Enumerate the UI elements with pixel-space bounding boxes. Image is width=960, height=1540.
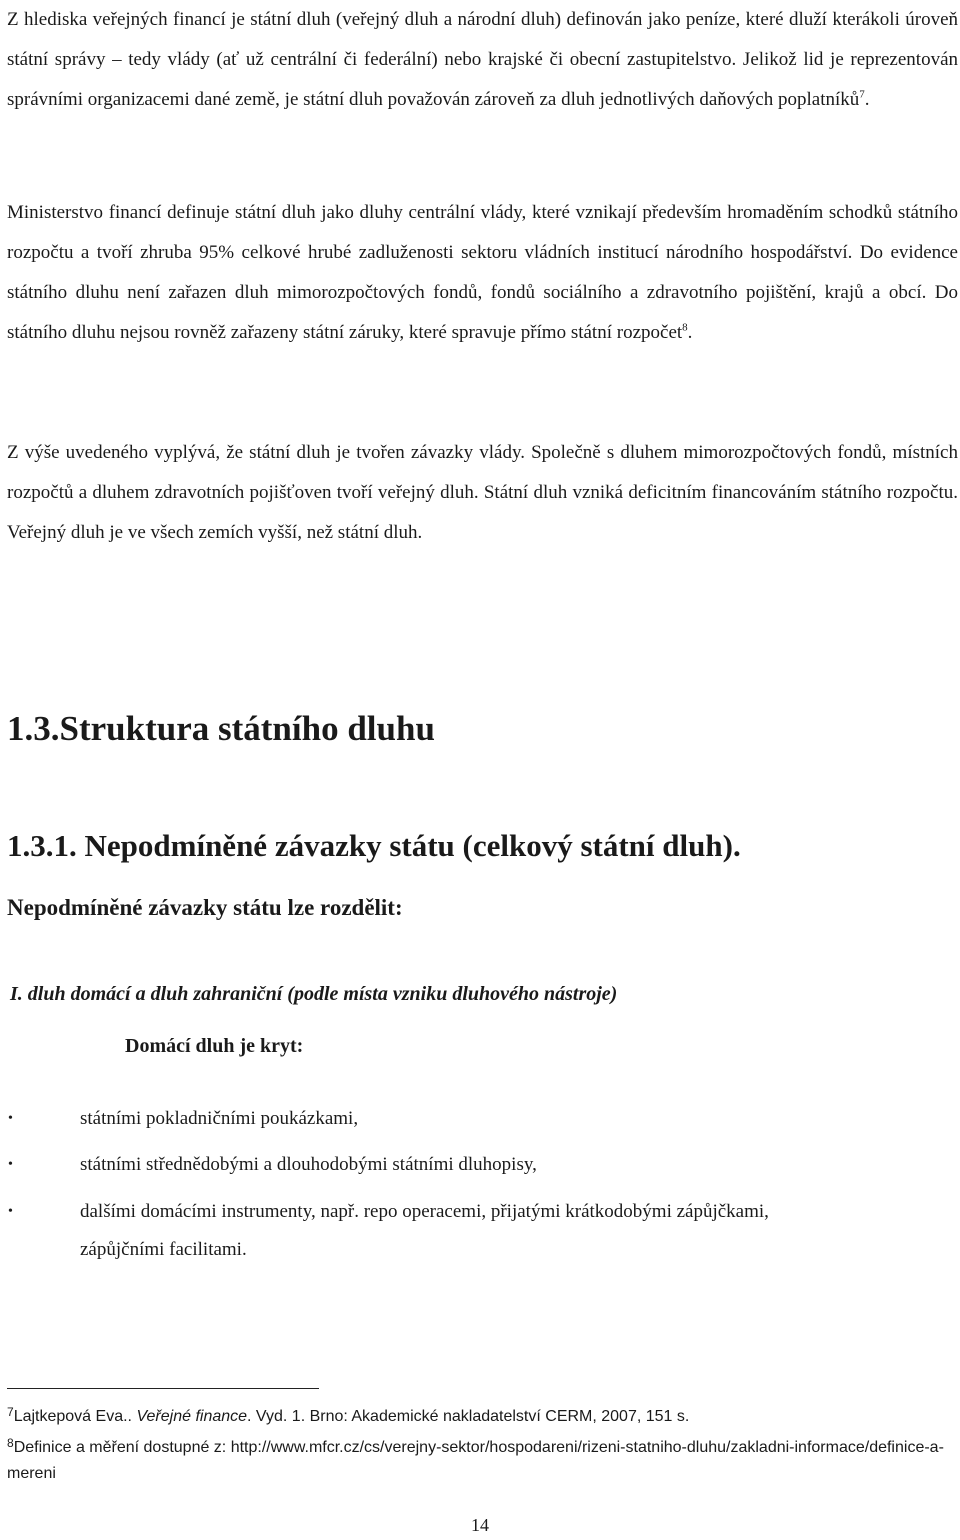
section-heading: 1.3.Struktura státního dluhu <box>7 709 435 748</box>
book-title: Veřejné finance <box>136 1408 248 1425</box>
footnote-ref-8[interactable]: 8 <box>682 321 688 334</box>
paragraph-text: Z hlediska veřejných financí je státní dluh (veřejný dluh a národní dluh) definován jako peníze, které dluží kterákoli úroveň státní správy – tedy vlády (ať už centrální či federální) nebo krajské či obecní zastupitelstvo. Jelikož lid je reprezentován správními organizacemi dané země, je státní dluh považován zároveň za dluh jednotlivých daňových poplatníků <box>7 9 958 110</box>
category-heading: I. dluh domácí a dluh zahraniční (podle místa vzniku dluhového nástroje) <box>10 983 618 1005</box>
list-item: dalšími domácími instrumenty, např. repo operacemi, přijatými krátkodobými zápůjčkami, zápůjčními facilitami. <box>80 1201 769 1260</box>
paragraph-conclusion: Z výše uvedeného vyplývá, že státní dluh je tvořen závazky vlády. Společně s dluhem mimorozpočtových fondů, místních rozpočtů a dluhem zdravotních pojišťoven tvoří veřejný dluh. Státní dluh vzniká deficitním financováním státního rozpočtu. Veřejný dluh je ve všech zemích vyšší, než státní dluh. <box>7 442 958 543</box>
subsection-heading: 1.3.1. Nepodmíněné závazky státu (celkový státní dluh). <box>7 828 741 863</box>
paragraph-ministry-definition: Ministerstvo financí definuje státní dluh jako dluhy centrální vlády, které vznikají především hromaděním schodků státního rozpočtu a tvoří zhruba 95% celkové hrubé zadluženosti sektoru vládních institucí národního hospodářství. Do evidence státního dluhu není zařazen dluh mimorozpočtových fondů, fondů sociálního a zdravotního pojištění, krajů a obcí. Do státního dluhu nejsou rovněž zařazeny státní záruky, které spravuje přímo státní rozpočet$^8$. <box>7 202 958 343</box>
domestic-debt-heading: Domácí dluh je kryt: <box>125 1035 304 1057</box>
footnote-link[interactable]: Definice a měření dostupné z: http://www.mfcr.cz/cs/verejny-sektor/hospodareni/rizeni-statniho-dluhu/zakladni-informace/definice-a-mereni <box>7 1439 944 1482</box>
list-item: státními střednědobými a dlouhodobými státními dluhopisy, <box>80 1154 537 1175</box>
footnote-ref-7[interactable]: 7 <box>859 88 865 101</box>
list-item: státními pokladničními poukázkami, <box>80 1108 359 1129</box>
bullet-icon: • <box>8 1157 13 1172</box>
footnote-separator <box>7 1388 319 1389</box>
paragraph-text: Ministerstvo financí definuje státní dluh jako dluhy centrální vlády, které vznikají především hromaděním schodků státního rozpočtu a tvoří zhruba 95% celkové hrubé zadluženosti sektoru vládních institucí národního hospodářství. Do evidence státního dluhu není zařazen dluh mimorozpočtových fondů, fondů sociálního a zdravotního pojištění, krajů a obcí. Do státního dluhu nejsou rovněž zařazeny státní záruky, které spravuje přímo státní rozpočet <box>7 202 958 343</box>
bullet-icon: • <box>8 1204 13 1219</box>
bullet-icon: • <box>8 1111 13 1126</box>
split-heading: Nepodmíněné závazky státu lze rozdělit: <box>7 895 403 920</box>
page-number: 14 <box>471 1515 489 1535</box>
footnote-7: $^7$Lajtkepová Eva.. Veřejné finance. Vyd. 1. Brno: Akademické nakladatelství CERM, 2007, 151 s. <box>7 1405 690 1425</box>
paragraph-public-finance: Z hlediska veřejných financí je státní dluh (veřejný dluh a národní dluh) definován jako peníze, které dluží kterákoli úroveň státní správy – tedy vlády (ať už centrální či federální) nebo krajské či obecní zastupitelstvo. Jelikož lid je reprezentován správními organizacemi dané země, je státní dluh považován zároveň za dluh jednotlivých daňových poplatníků$^7$. <box>7 9 958 110</box>
footnote-8: $^8$Definice a měření dostupné z: http://www.mfcr.cz/cs/verejny-sektor/hospodareni/rizeni-statniho-dluhu/zakladni-informace/definice-a-mereni <box>7 1436 944 1482</box>
